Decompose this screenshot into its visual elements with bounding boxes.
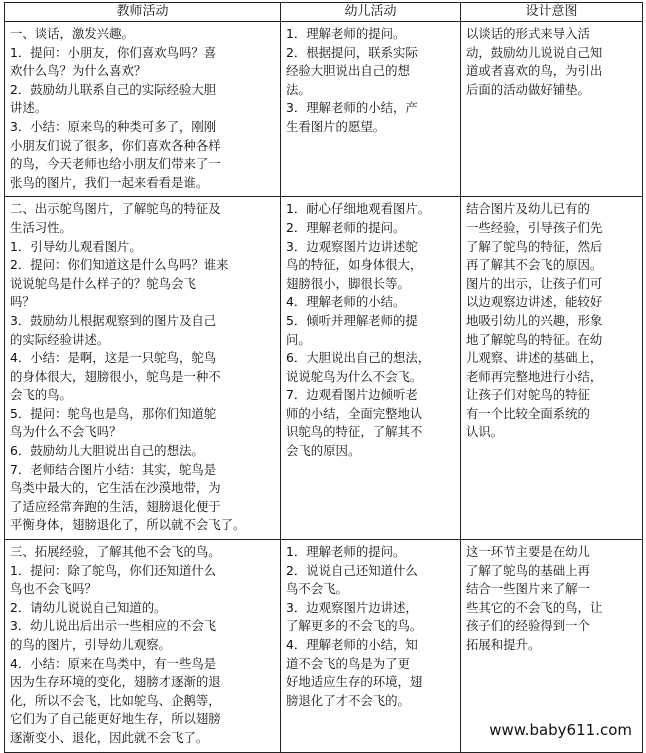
text-line: 些其它的不会飞的鸟，让 (466, 599, 603, 615)
text-line: 小朋友们说了很多，你们喜欢各种各样 (10, 137, 221, 153)
child-activity-cell (281, 22, 461, 197)
header-child-activity: 幼儿活动 (281, 3, 461, 22)
text-line: 1．理解老师的提问。 (286, 26, 406, 41)
text-line: 4．小结：是啊，这是一只鸵鸟，鸵鸟 (10, 350, 217, 366)
text-line: 因为生存环境的变化，翅膀才逐渐的退 (10, 674, 221, 690)
text-line: 平衡身体，翅膀退化了，所以就不会飞了。 (10, 517, 246, 533)
text-line: 6．鼓励幼儿大胆说出自己的想法。 (10, 443, 204, 459)
design-intent-cell (461, 197, 643, 540)
text-line: 的鸟的图片，引导幼儿观察。 (10, 637, 172, 652)
text-line: 它们为了自己能更好地生存，所以翅膀 (10, 711, 221, 727)
text-line: 张鸟的图片，我们一起来看看是谁。 (10, 174, 209, 190)
header-design-intent: 设计意图 (461, 3, 643, 22)
header-teacher-activity: 教师活动 (5, 3, 281, 22)
text-line: 5．提问：鸵鸟也是鸟，那你们知道鸵 (10, 405, 217, 421)
text-line: 讲述。 (10, 100, 48, 116)
text-line: 这一环节主要是在幼儿 (466, 544, 590, 560)
text-line: 生活习性。 (10, 219, 72, 235)
text-line: 一些经验，引导孩子们先 (466, 219, 603, 235)
text-line: 拓展和提升。 (466, 637, 541, 652)
table-row (5, 22, 643, 197)
lesson-plan-table (4, 2, 643, 753)
text-line: 的鸟，今天老师也给小朋友们带来了一 (10, 156, 221, 172)
text-line: 2．鼓励幼儿联系自己的实际经验大胆 (10, 81, 217, 97)
text-line: 问。 (286, 331, 311, 347)
watermark-url: www.baby611.com (489, 721, 632, 739)
text-line: 4．理解老师的小结，知 (286, 637, 418, 652)
text-line: 儿观察、讲述的基础上， (466, 350, 603, 366)
text-line: 老师再完整地进行小结， (466, 368, 603, 384)
text-line: 以谈话的形式来导入活 (466, 26, 590, 41)
text-line: 5．倾听并理解老师的提 (286, 312, 418, 328)
text-line: 地了解鸵鸟的特征。在幼 (466, 331, 603, 347)
child-activity-cell (281, 540, 461, 753)
teacher-activity-cell (5, 197, 281, 540)
text-line: 结合图片及幼儿已有的 (466, 201, 590, 217)
text-line: 道不会飞的鸟是为了更 (286, 655, 410, 671)
text-line: 4．小结：原来在鸟类中，有一些鸟是 (10, 655, 217, 671)
text-line: 1．提问：小朋友，你们喜欢鸟吗？喜 (10, 44, 217, 60)
text-line: 2．理解老师的提问。 (286, 219, 406, 235)
text-line: 二、出示鸵鸟图片，了解鸵鸟的特征及 (10, 201, 221, 217)
text-line: 7．边观看图片边倾听老 (286, 387, 418, 403)
text-line: 动，鼓励幼儿说说自己知 (466, 44, 603, 60)
text-line: 会飞的原因。 (286, 443, 361, 459)
text-line: 欢什么鸟？为什么喜欢？ (10, 63, 147, 79)
text-line: 好地适应生存的环境，翅 (286, 674, 423, 690)
text-line: 膀退化了才不会飞的。 (286, 692, 410, 708)
teacher-activity-cell (5, 540, 281, 753)
text-line: 一、谈话，激发兴趣。 (10, 26, 134, 41)
text-line: 了解了鸵鸟的基础上再 (466, 562, 590, 578)
teacher-activity-cell (5, 22, 281, 197)
text-line: 说说鸵鸟是什么样子的？鸵鸟会飞 (10, 275, 196, 291)
text-line: 了解更多的不会飞的鸟。 (286, 618, 423, 634)
text-line: 以边观察边讲述，能较好 (466, 294, 603, 310)
text-line: 道或者喜欢的鸟，为引出 (466, 63, 603, 79)
text-line: 2．说说自己还知道什么 (286, 562, 418, 578)
text-line: 有一个比较全面系统的 (466, 405, 590, 421)
text-line: 鸟也不会飞吗？ (10, 581, 97, 597)
text-line: 生看图片的愿望。 (286, 118, 386, 134)
text-line: 2．提问：你们知道这是什么鸟吗？谁来 (10, 257, 229, 273)
text-line: 会飞的鸟。 (10, 387, 72, 403)
text-line: 地吸引幼儿的兴趣，形象 (466, 312, 603, 328)
text-line: 的身体很大，翅膀很小，鸵鸟是一种不 (10, 368, 221, 384)
text-line: 鸟为什么不会飞吗？ (10, 424, 122, 440)
text-line: 2．根据提问，联系实际 (286, 44, 418, 60)
text-line: 3．鼓励幼儿根据观察到的图片及自己 (10, 312, 217, 328)
text-line: 1．引导幼儿观看图片。 (10, 238, 142, 254)
text-line: 让孩子们对鸵鸟的特征 (466, 387, 590, 403)
text-line: 了解了鸵鸟的特征，然后 (466, 238, 603, 254)
child-activity-cell (281, 197, 461, 540)
text-line: 3．边观察图片边讲述， (286, 599, 418, 615)
text-line: 的实际经验讲述。 (10, 331, 110, 347)
text-line: 吗？ (10, 294, 35, 310)
text-line: 1．提问：除了鸵鸟，你们还知道什么 (10, 562, 217, 578)
text-line: 鸟不会飞。 (286, 581, 348, 597)
text-line: 6．大胆说出自己的想法， (286, 350, 431, 366)
text-line: 逐渐变小、退化，因此就不会飞了。 (10, 729, 209, 745)
text-line: 化，所以不会飞，比如鸵鸟、企鹅等， (10, 692, 221, 708)
text-line: 图片的出示，让孩子们可 (466, 275, 603, 291)
text-line: 鸟的特征，如身体很大， (286, 257, 423, 273)
text-line: 三、拓展经验，了解其他不会飞的鸟。 (10, 544, 221, 560)
text-line: 3．小结：原来鸟的种类可多了，刚刚 (10, 118, 217, 134)
text-line: 了适应经常奔跑的生活，翅膀退化便于 (10, 498, 221, 514)
text-line: 说说鸵鸟为什么不会飞。 (286, 368, 423, 384)
text-line: 3．边观察图片边讲述鸵 (286, 238, 418, 254)
text-line: 认识。 (466, 424, 504, 440)
text-line: 再了解其不会飞的原因。 (466, 257, 603, 273)
text-line: 识鸵鸟的特征，了解其不 (286, 424, 423, 440)
text-line: 3．理解老师的小结，产 (286, 100, 418, 116)
text-line: 2．请幼儿说说自己知道的。 (10, 599, 167, 615)
text-line: 4．理解老师的小结。 (286, 294, 406, 310)
design-intent-cell (461, 22, 643, 197)
text-line: 鸟类中最大的，它生活在沙漠地带，为 (10, 480, 221, 496)
text-line: 结合一些图片来了解一 (466, 581, 590, 597)
text-line: 经验大胆说出自己的想 (286, 63, 410, 79)
table-row (5, 197, 643, 540)
text-line: 法。 (286, 81, 311, 97)
text-line: 师的小结，全面完整地认 (286, 405, 423, 421)
text-line: 翅膀很小，脚很长等。 (286, 275, 410, 291)
text-line: 3．幼儿说出后出示一些相应的不会飞 (10, 618, 217, 634)
text-line: 后面的活动做好铺垫。 (466, 81, 590, 97)
text-line: 1．耐心仔细地观看图片。 (286, 201, 431, 217)
text-line: 7．老师结合图片小结：其实，鸵鸟是 (10, 461, 217, 477)
text-line: 孩子们的经验得到一个 (466, 618, 590, 634)
header-row (5, 3, 643, 22)
text-line: 1．理解老师的提问。 (286, 544, 406, 560)
